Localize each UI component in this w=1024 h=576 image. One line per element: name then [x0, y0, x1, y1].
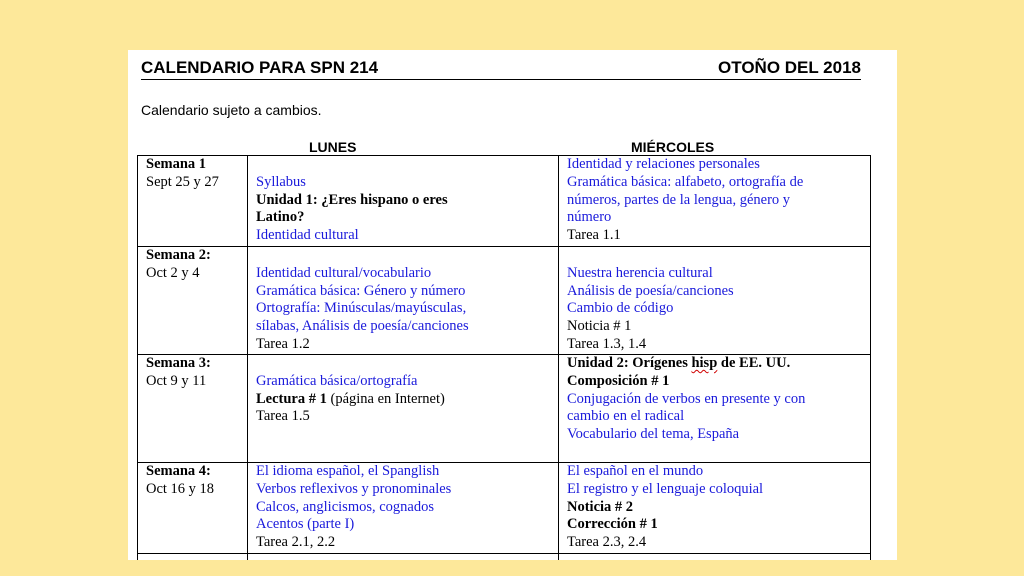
news-line: Noticia # 1 [567, 318, 632, 335]
week-cell [138, 355, 248, 463]
week-dates: Oct 9 y 11 [146, 372, 207, 389]
document-page [128, 50, 897, 560]
table-row [138, 463, 871, 554]
unit-line: Unidad 1: ¿Eres hispano o eres [256, 191, 448, 208]
term-title: OTOÑO DEL 2018 [718, 58, 861, 77]
reading-label: Lectura # 1 [256, 390, 327, 407]
unit-line: Latino? [256, 209, 305, 226]
course-title: CALENDARIO PARA SPN 214 [141, 58, 379, 77]
week-dates: Sept 25 y 27 [146, 173, 219, 190]
topic-line: Conjugación de verbos en presente y con [567, 390, 806, 407]
topic-line: Identidad cultural/vocabulario [256, 264, 432, 281]
schedule-table [137, 155, 871, 560]
reading-line [256, 391, 550, 409]
topic-line: El registro y el lenguaje coloquial [567, 480, 764, 497]
topic-line: Verbos reflexivos y pronominales [256, 480, 452, 497]
topic-line: Identidad y relaciones personales [567, 156, 760, 172]
news-line: Noticia # 2 [567, 498, 634, 515]
lunes-cell [248, 247, 559, 355]
week-label: Semana 3: [146, 355, 211, 371]
lunes-cell [248, 463, 559, 554]
homework-line: Tarea 1.3, 1.4 [567, 335, 647, 352]
spellcheck-word: hisp [691, 355, 718, 371]
reading-detail: (página en Internet) [326, 390, 445, 407]
miercoles-cell [559, 156, 871, 247]
topic-line: Gramática básica/ortografía [256, 372, 418, 389]
topic-line: Nuestra herencia cultural [567, 264, 713, 281]
topic-line: Ortografía: Minúsculas/mayúsculas, [256, 300, 467, 317]
unit-text-c: de EE. UU. [717, 355, 791, 371]
lunes-cell [248, 554, 559, 561]
topic-line: sílabas, Análisis de poesía/canciones [256, 318, 469, 335]
miercoles-cell [559, 463, 871, 554]
table-row [138, 156, 871, 247]
miercoles-cell [559, 247, 871, 355]
week-dates: Oct 16 y 18 [146, 480, 215, 497]
homework-line: Tarea 1.5 [256, 408, 310, 425]
table-row [138, 247, 871, 355]
topic-line: Acentos (parte I) [256, 516, 355, 533]
homework-line: Tarea 1.2 [256, 335, 310, 352]
week-cell [138, 156, 248, 247]
column-header-miercoles: MIÉRCOLES [631, 139, 715, 155]
miercoles-cell [559, 554, 871, 561]
topic-line: El idioma español, el Spanglish [256, 463, 440, 479]
topic-line: Syllabus [256, 173, 306, 190]
topic-line: Identidad cultural [256, 227, 359, 244]
homework-line: Tarea 2.3, 2.4 [567, 534, 647, 551]
homework-line: Tarea 1.1 [567, 227, 621, 244]
topic-line: Cambio de código [567, 300, 674, 317]
unit-line [567, 355, 862, 373]
week-dates: Oct 2 y 4 [146, 264, 200, 281]
composition-line: Composición # 1 [567, 372, 670, 389]
table-row [138, 554, 871, 561]
topic-line: Gramática básica: Género y número [256, 282, 466, 299]
topic-line: números, partes de la lengua, género y [567, 191, 791, 208]
topic-line: Calcos, anglicismos, cognados [256, 498, 435, 515]
schedule-note: Calendario sujeto a cambios. [141, 102, 322, 118]
unit-text-a: Unidad 2: Orígenes [567, 355, 692, 371]
week-cell [138, 247, 248, 355]
topic-line: El español en el mundo [567, 463, 704, 479]
lunes-cell [248, 355, 559, 463]
topic-line: Análisis de poesía/canciones [567, 282, 734, 299]
week-cell [138, 554, 248, 561]
column-header-lunes: LUNES [309, 139, 357, 155]
miercoles-cell [559, 355, 871, 463]
homework-line: Tarea 2.1, 2.2 [256, 534, 336, 551]
table-row [138, 355, 871, 463]
correction-line: Corrección # 1 [567, 516, 658, 533]
topic-line: Vocabulario del tema, España [567, 426, 740, 443]
week-cell [138, 463, 248, 554]
topic-line: número [567, 209, 612, 226]
lunes-cell [248, 156, 559, 247]
topic-line: cambio en el radical [567, 408, 685, 425]
week-label: Semana 4: [146, 463, 211, 479]
week-label: Semana 1 [146, 156, 207, 172]
week-label: Semana 2: [146, 247, 211, 263]
document-header [141, 59, 861, 80]
topic-line: Gramática básica: alfabeto, ortografía de [567, 173, 804, 190]
